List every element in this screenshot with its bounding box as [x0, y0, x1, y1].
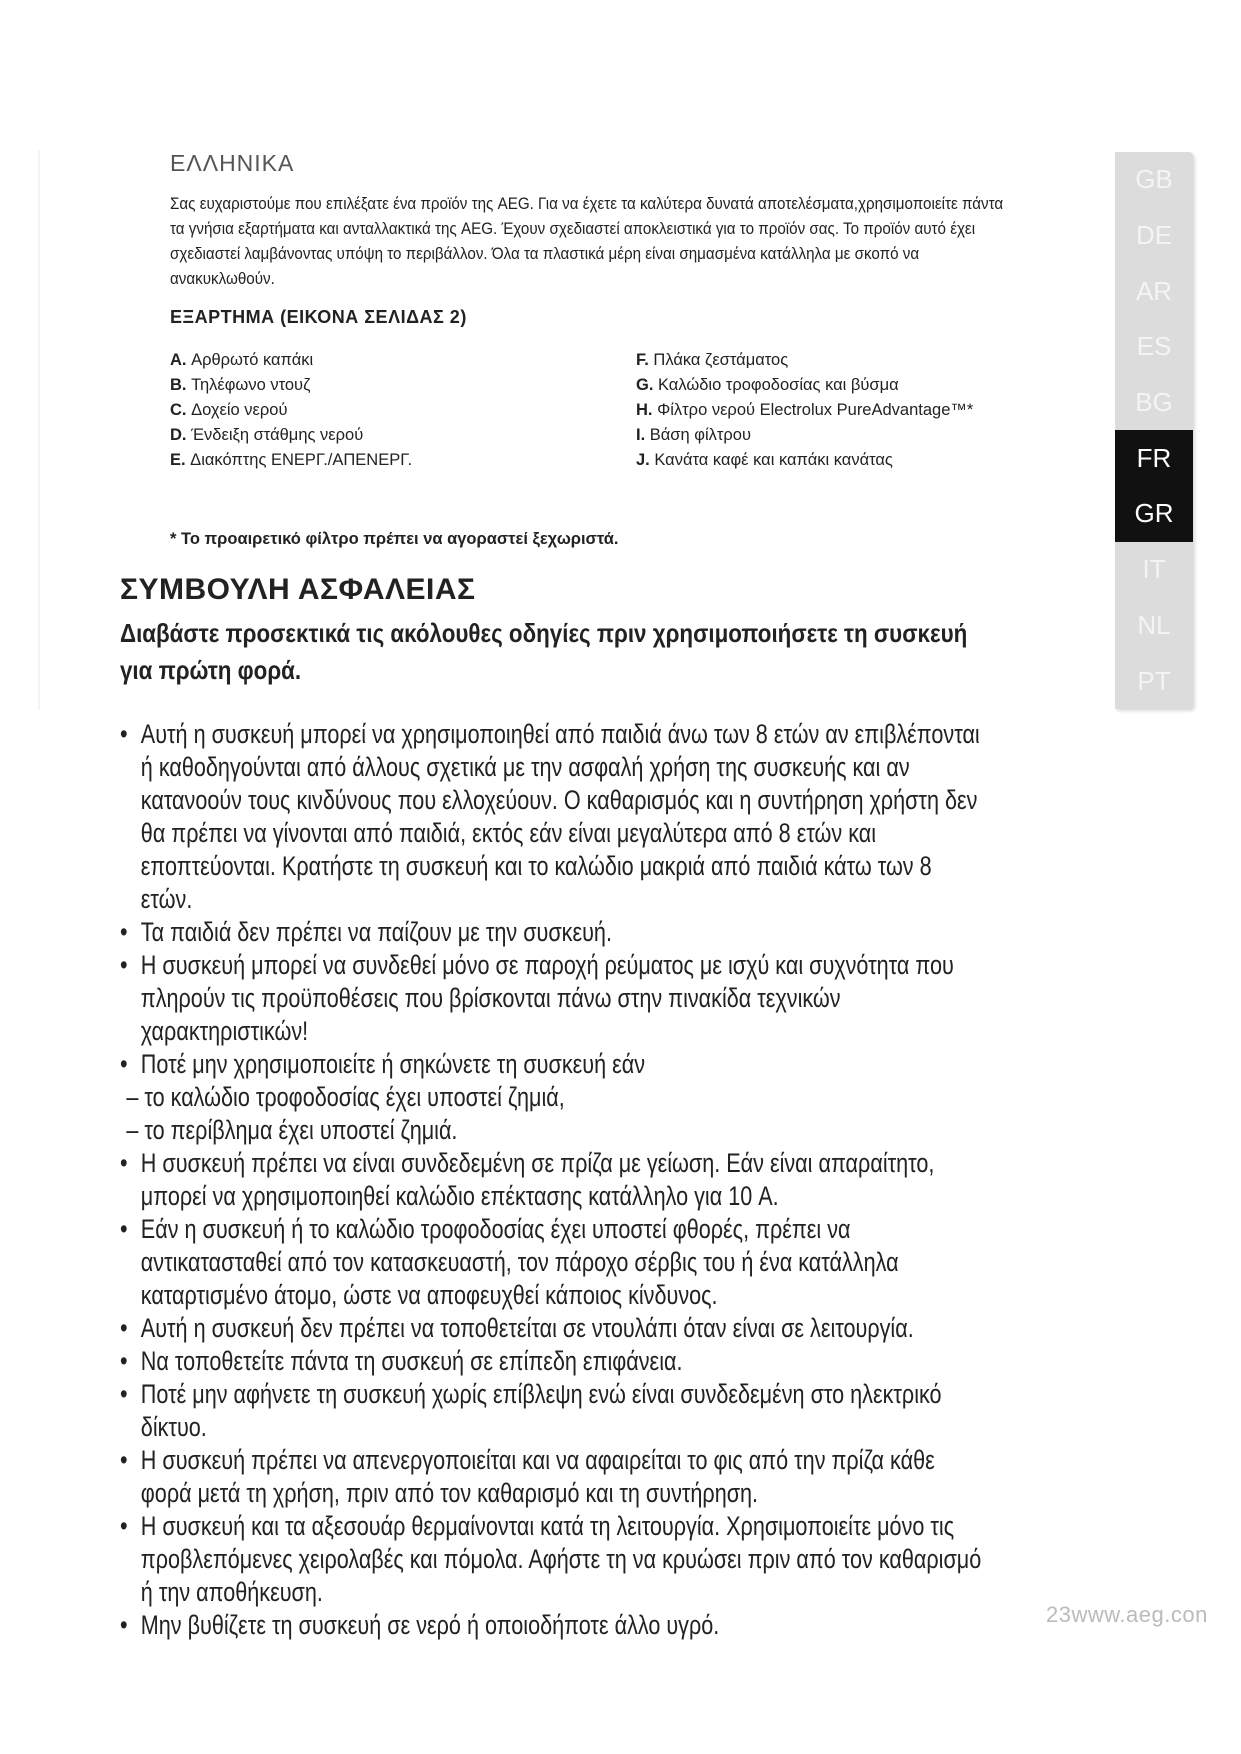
- part-item: H. Φίλτρο νερού Electrolux PureAdvantage™*: [636, 401, 974, 419]
- lang-tab-nl[interactable]: NL: [1137, 609, 1171, 640]
- lang-tab-gr[interactable]: GR: [1115, 486, 1193, 542]
- lang-tab-fr[interactable]: FR: [1115, 430, 1193, 486]
- safety-subitem: – το περίβλημα έχει υποστεί ζημιά.: [126, 1115, 458, 1145]
- scan-edge: [38, 150, 40, 710]
- safety-item: • Η συσκευή πρέπει να απενεργοποιείται και να αφαιρείται το φις από την πρίζα κάθε φορά μετά τη χρήση, πριν από τον καθαρισμό και τη συντήρηση.: [120, 1444, 984, 1510]
- safety-item: • Η συσκευή και τα αξεσουάρ θερμαίνονται κατά τη λειτουργία. Χρησιμοποιείτε μόνο τις προβλεπόμενες χειρολαβές και πόμολα. Αφήστε τη να κρυώσει πριν από τον καθαρισμό ή την αποθήκευση.: [120, 1510, 984, 1609]
- lang-tab-pt[interactable]: PT: [1137, 665, 1171, 696]
- lang-tab-es[interactable]: ES: [1136, 331, 1172, 362]
- safety-item: • Ποτέ μην χρησιμοποιείτε ή σηκώνετε τη συσκευή εάν: [120, 1048, 984, 1081]
- safety-item: • Αυτή η συσκευή δεν πρέπει να τοποθετείται σε ντουλάπι όταν είναι σε λειτουργία.: [120, 1312, 984, 1345]
- lang-tab-de[interactable]: DE: [1135, 220, 1173, 251]
- part-item: I. Βάση φίλτρου: [636, 426, 751, 444]
- safety-item: • Αυτή η συσκευή μπορεί να χρησιμοποιηθεί από παιδιά άνω των 8 ετών αν επιβλέπονται ή καθοδηγούνται από άλλους σχετικά με την ασφαλή χρήση της συσκευής και αν κατανοούν τους κινδύνους που ελλοχεύουν. Ο καθαρισμός και η συντήρηση χρήστη δεν θα πρέπει να γίνονται από παιδιά, εκτός εάν είναι μεγαλύτερα από 8 ετών και εποπτεύονται. Κρατήστε τη συσκευή και το καλώδιο μακριά από παιδιά κάτω των 8 ετών.: [120, 718, 984, 916]
- part-item: C. Δοχείο νερού: [170, 401, 288, 419]
- safety-item: • Η συσκευή πρέπει να είναι συνδεδεμένη σε πρίζα με γείωση. Εάν είναι απαραίτητο, μπορεί να χρησιμοποιηθεί καλώδιο επέκτασης κατάλληλο για 10 A.: [120, 1147, 984, 1213]
- safety-subtitle: Διαβάστε προσεκτικά τις ακόλουθες οδηγίες πριν χρησιμοποιήσετε τη συσκευή για πρώτη φορά.: [120, 618, 968, 685]
- safety-item: • Η συσκευή μπορεί να συνδεθεί μόνο σε παροχή ρεύματος με ισχύ και συχνότητα που πληρούν τις προϋποθέσεις που βρίσκονται πάνω στην πινακίδα τεχνικών χαρακτηριστικών!: [120, 949, 984, 1048]
- part-item: A. Αρθρωτό καπάκι: [170, 351, 314, 369]
- part-item: D. Ένδειξη στάθμης νερού: [170, 426, 364, 444]
- safety-item: • Μην βυθίζετε τη συσκευή σε νερό ή οποιοδήποτε άλλο υγρό.: [120, 1609, 984, 1642]
- safety-item: • Τα παιδιά δεν πρέπει να παίζουν με την συσκευή.: [120, 916, 984, 949]
- safety-item: • Ποτέ μην αφήνετε τη συσκευή χωρίς επίβλεψη ενώ είναι συνδεδεμένη στο ηλεκτρικό δίκτυο.: [120, 1378, 984, 1444]
- part-item: B. Τηλέφωνο ντουζ: [170, 376, 311, 394]
- part-item: J. Κανάτα καφέ και καπάκι κανάτας: [636, 451, 893, 469]
- intro-paragraph: Σας ευχαριστούμε που επιλέξατε ένα προϊόν της AEG. Για να έχετε τα καλύτερα δυνατά αποτελέσματα,χρησιμοποιείτε πάντα τα γνήσια εξαρτήματα και ανταλλακτικά της AEG. Έχουν σχεδιαστεί αποκλειστικά για το προϊόν σας. Το προϊόν αυτό έχει σχεδιαστεί λαμβάνοντας υπόψη το περιβάλλον. Όλα τα πλαστικά μέρη είναι σημασμένα κατάλληλα με σκοπό να ανακυκλωθούν.: [170, 195, 1004, 288]
- safety-title: ΣΥΜΒΟΥΛΗ ΑΣΦΑΛΕΙΑΣ: [120, 573, 476, 606]
- lang-tab-bg[interactable]: BG: [1135, 387, 1173, 418]
- filter-footnote: * Το προαιρετικό φίλτρο πρέπει να αγοραστεί ξεχωριστά.: [170, 530, 619, 548]
- parts-list-right: [636, 348, 973, 473]
- safety-item: • Να τοποθετείτε πάντα τη συσκευή σε επίπεδη επιφάνεια.: [120, 1345, 984, 1378]
- part-item: E. Διακόπτης ΕΝΕΡΓ./ΑΠΕΝΕΡΓ.: [170, 451, 413, 469]
- lang-tab-ar[interactable]: AR: [1135, 275, 1173, 306]
- language-heading: ΕΛΛΗΝΙΚΑ: [170, 150, 295, 176]
- safety-list: [120, 718, 984, 1642]
- lang-tab-it[interactable]: IT: [1142, 554, 1166, 585]
- part-item: G. Καλώδιο τροφοδοσίας και βύσμα: [636, 376, 899, 394]
- parts-list-left: [170, 348, 412, 473]
- safety-subitem: – το καλώδιο τροφοδοσίας έχει υποστεί ζημιά,: [126, 1082, 565, 1112]
- language-tabs: [1115, 152, 1193, 709]
- footer-site: 23www.aeg.con: [1046, 1602, 1208, 1627]
- lang-tab-gb[interactable]: GB: [1135, 164, 1173, 195]
- part-item: F. Πλάκα ζεστάματος: [636, 351, 789, 369]
- safety-item: • Εάν η συσκευή ή το καλώδιο τροφοδοσίας έχει υποστεί φθορές, πρέπει να αντικατασταθεί από τον κατασκευαστή, τον πάροχο σέρβις του ή ένα κατάλληλα καταρτισμένο άτομο, ώστε να αποφευχθεί κάποιος κίνδυνος.: [120, 1213, 984, 1312]
- parts-heading: ΕΞΑΡΤΗΜΑ (ΕΙΚΟΝΑ ΣΕΛΙΔΑΣ 2): [170, 307, 467, 327]
